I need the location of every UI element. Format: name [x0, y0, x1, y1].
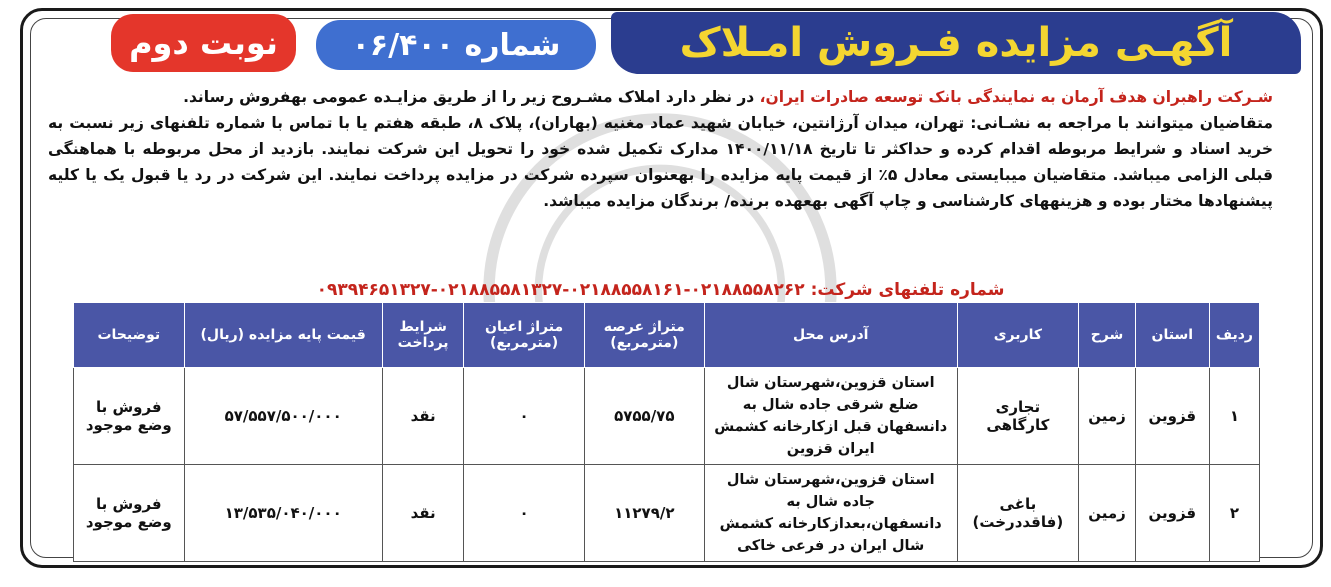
title-banner — [611, 12, 1301, 74]
properties-table — [73, 302, 1260, 562]
cell-desc: زمین — [1079, 465, 1136, 562]
cell-payment: نقد — [382, 368, 464, 465]
number-badge — [316, 20, 596, 70]
col-building-area: متراژ اعیان (مترمربع) — [464, 303, 584, 368]
cell-row: ۱ — [1209, 368, 1259, 465]
phones-numbers: ۰۲۱۸۸۵۵۸۲۶۲-۰۲۱۸۸۵۵۸۱۶۱-۰۲۱۸۸۵۵۸۱۳۲۷-۰۹۳۹۴۶۵۱۳۲۷ — [316, 280, 805, 300]
col-desc: شرح — [1079, 303, 1136, 368]
col-usage: کاربری — [957, 303, 1079, 368]
table-row — [74, 465, 1260, 562]
intro-paragraph: متقاضیان میتوانند با مراجعه به نشـانی: تهران، میدان آرژانتین، خیابان شهید عماد مغنیه (بهاران)، پلاک ۸، طبقه هفتم یا با تماس با شماره تلفنهای زیر نسبت به خرید اسناد و شرایط مربوطه اقدام کرده و حداکثر تا تاریخ ۱۴۰۰/۱۱/۱۸ مدارک تکمیل شده خود را تحویل این شرکت نمایند. بازدید از محل مربوطه با هماهنگی قبلی الزامی میباشد. متقاضیان میبایستی معادل ۵٪ از قیمت پایه مزایده را بهعنوان سپرده شرکت در مزایده پرداخت نمایند. این شرکت در رد یا قبول یک یا کلیه پیشنهادها مختار بوده و هزینههای کارشناسی و چاپ آگهی بهعهده برنده/ برندگان مزایده میباشد. — [48, 114, 1273, 210]
ad-number: شماره ۰۶/۴۰۰ — [351, 27, 561, 63]
cell-province: قزوین — [1135, 465, 1209, 562]
phones-label: شماره تلفنهای شرکت: — [810, 280, 1005, 300]
col-land-area: متراژ عرصه (مترمربع) — [584, 303, 704, 368]
turn-badge — [111, 14, 296, 72]
col-province: استان — [1135, 303, 1209, 368]
col-payment: شرایط پرداخت — [382, 303, 464, 368]
ad-body — [48, 84, 1273, 214]
cell-notes: فروش با وضع موجود — [74, 465, 185, 562]
ad-title: آگهـی مزایده فـروش امـلاک — [679, 20, 1233, 66]
ad-turn: نوبت دوم — [129, 24, 278, 62]
header — [60, 12, 1301, 76]
cell-payment: نقد — [382, 465, 464, 562]
cell-building-area: ۰ — [464, 368, 584, 465]
cell-building-area: ۰ — [464, 465, 584, 562]
cell-address: استان قزوین،شهرستان شال ضلع شرقی جاده شال به دانسفهان قبل ازکارخانه کشمش ایران قزوین — [704, 368, 957, 465]
table-row — [74, 368, 1260, 465]
intro-rest: در نظر دارد املاک مشـروح زیر را از طریق مزایـده عمومی بهفروش رساند. — [183, 88, 760, 106]
col-notes: توضیحات — [74, 303, 185, 368]
cell-address: استان قزوین،شهرستان شال جاده شال به دانسفهان،بعدازکارخانه کشمش شال ایران در فرعی خاکی — [704, 465, 957, 562]
intro-line — [48, 84, 1273, 110]
cell-desc: زمین — [1079, 368, 1136, 465]
table-header-row — [74, 303, 1260, 368]
col-price: قیمت پایه مزایده (ریال) — [184, 303, 382, 368]
cell-usage: باغی (فاقددرخت) — [957, 465, 1079, 562]
company-name: شـرکت راهبران هدف آرمان به نمایندگی بانک توسعه صادرات ایران، — [759, 88, 1273, 106]
cell-land-area: ۱۱۲۷۹/۲ — [584, 465, 704, 562]
cell-land-area: ۵۷۵۵/۷۵ — [584, 368, 704, 465]
cell-price: ۵۷/۵۵۷/۵۰۰/۰۰۰ — [184, 368, 382, 465]
cell-notes: فروش با وضع موجود — [74, 368, 185, 465]
cell-province: قزوین — [1135, 368, 1209, 465]
cell-row: ۲ — [1209, 465, 1259, 562]
cell-price: ۱۳/۵۳۵/۰۴۰/۰۰۰ — [184, 465, 382, 562]
cell-usage: تجاری کارگاهی — [957, 368, 1079, 465]
phone-line — [48, 280, 1273, 300]
col-address: آدرس محل — [704, 303, 957, 368]
col-row: ردیف — [1209, 303, 1259, 368]
